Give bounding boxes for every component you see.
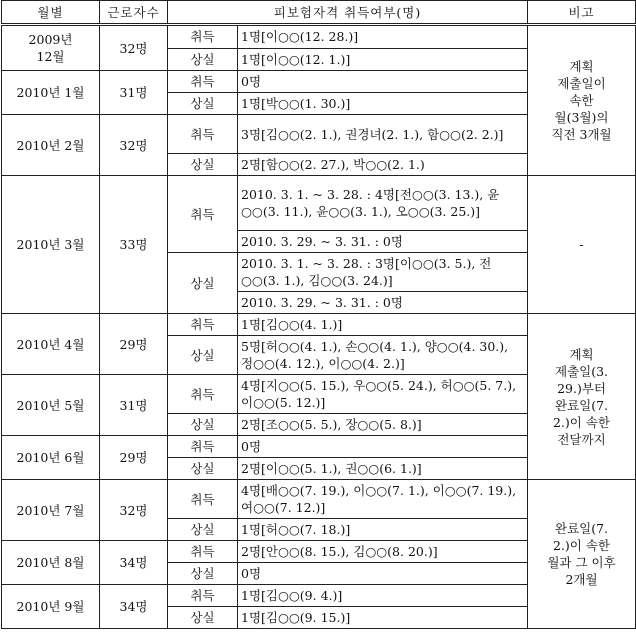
workers-cell: 31명 [100, 375, 168, 436]
type-acquire: 취득 [168, 176, 238, 253]
workers-cell: 29명 [100, 436, 168, 480]
month-cell: 2010년 9월 [2, 585, 100, 629]
acquire-detail: 1명[김○○(9. 4.)] [238, 585, 528, 607]
workers-cell: 32명 [100, 115, 168, 176]
type-lose: 상실 [168, 48, 238, 71]
lose-detail: 2명[함○○(2. 27.), 박○○(2. 1.) [238, 154, 528, 176]
acquire-detail: 2010. 3. 29. ~ 3. 31. : 0명 [238, 231, 528, 253]
workers-cell: 32명 [100, 25, 168, 71]
workers-cell: 29명 [100, 314, 168, 375]
remark-cell: - [528, 176, 636, 314]
table-row [2, 25, 636, 49]
type-lose: 상실 [168, 253, 238, 314]
type-lose: 상실 [168, 458, 238, 480]
acquire-detail: 1명[김○○(4. 1.)] [238, 314, 528, 336]
type-acquire: 취득 [168, 585, 238, 607]
header-remarks: 비고 [528, 1, 636, 25]
insurance-qualification-table [1, 0, 636, 629]
remark-cell: 계획 제출일(3. 29.)부터 완료일(7. 2.)이 속한 전달까지 [528, 314, 636, 480]
workers-cell: 32명 [100, 480, 168, 541]
month-cell: 2010년 6월 [2, 436, 100, 480]
type-acquire: 취득 [168, 115, 238, 154]
type-lose: 상실 [168, 563, 238, 585]
month-cell: 2010년 3월 [2, 176, 100, 314]
type-acquire: 취득 [168, 25, 238, 49]
acquire-detail: 4명[배○○(7. 19.), 이○○(7. 1.), 이○○(7. 19.), 여○○(7. 12.)] [238, 480, 528, 519]
month-cell: 2010년 1월 [2, 71, 100, 115]
lose-detail: 2010. 3. 1. ~ 3. 28. : 3명[이○○(3. 5.), 전○○(3. 1.), 김○○(3. 24.)] [238, 253, 528, 292]
month-cell: 2010년 5월 [2, 375, 100, 436]
table-row [2, 314, 636, 336]
type-lose: 상실 [168, 519, 238, 541]
header-row [2, 1, 636, 25]
lose-detail: 1명[허○○(7. 18.)] [238, 519, 528, 541]
type-lose: 상실 [168, 414, 238, 436]
type-lose: 상실 [168, 93, 238, 115]
month-cell: 2010년 8월 [2, 541, 100, 585]
workers-cell: 34명 [100, 585, 168, 629]
type-acquire: 취득 [168, 541, 238, 563]
lose-detail: 1명[김○○(9. 15.)] [238, 607, 528, 629]
lose-detail: 1명[박○○(1. 30.)] [238, 93, 528, 115]
lose-detail: 1명[이○○(12. 1.)] [238, 48, 528, 71]
acquire-detail: 4명[지○○(5. 15.), 우○○(5. 24.), 허○○(5. 7.), 이○○(5. 12.)] [238, 375, 528, 414]
month-cell: 2010년 2월 [2, 115, 100, 176]
workers-cell: 33명 [100, 176, 168, 314]
remark-cell: 완료일(7. 2.)이 속한 월과 그 이후 2개월 [528, 480, 636, 629]
lose-detail: 0명 [238, 563, 528, 585]
acquire-detail: 1명[이○○(12. 28.)] [238, 25, 528, 49]
type-acquire: 취득 [168, 314, 238, 336]
remark-cell: 계획 제출일이 속한 월(3월)의 직전 3개월 [528, 25, 636, 176]
workers-cell: 34명 [100, 541, 168, 585]
acquire-detail: 3명[김○○(2. 1.), 권경녀(2. 1.), 함○○(2. 2.)] [238, 115, 528, 154]
type-acquire: 취득 [168, 375, 238, 414]
month-cell: 2010년 4월 [2, 314, 100, 375]
type-acquire: 취득 [168, 71, 238, 93]
lose-detail: 5명[허○○(4. 1.), 손○○(4. 1.), 양○○(4. 30.), 정○○(4. 12.), 이○○(4. 2.)] [238, 336, 528, 375]
type-acquire: 취득 [168, 436, 238, 458]
type-lose: 상실 [168, 154, 238, 176]
acquire-detail: 0명 [238, 71, 528, 93]
month-cell: 2010년 7월 [2, 480, 100, 541]
table-row [2, 480, 636, 519]
header-month: 월별 [2, 1, 100, 25]
month-cell: 2009년 12월 [2, 25, 100, 71]
acquire-detail: 2명[안○○(8. 15.), 김○○(8. 20.)] [238, 541, 528, 563]
table-row [2, 176, 636, 231]
type-lose: 상실 [168, 336, 238, 375]
lose-detail: 2명[조○○(5. 5.), 장○○(5. 8.)] [238, 414, 528, 436]
lose-detail: 2010. 3. 29. ~ 3. 31. : 0명 [238, 292, 528, 314]
type-acquire: 취득 [168, 480, 238, 519]
lose-detail: 2명[이○○(5. 1.), 권○○(6. 1.)] [238, 458, 528, 480]
header-workers: 근로자수 [100, 1, 168, 25]
acquire-detail: 0명 [238, 436, 528, 458]
header-status: 피보험자격 취득여부(명) [168, 1, 528, 25]
workers-cell: 31명 [100, 71, 168, 115]
type-lose: 상실 [168, 607, 238, 629]
acquire-detail: 2010. 3. 1. ~ 3. 28. : 4명[전○○(3. 13.), 윤○○(3. 11.), 윤○○(3. 1.), 오○○(3. 25.)] [238, 176, 528, 231]
